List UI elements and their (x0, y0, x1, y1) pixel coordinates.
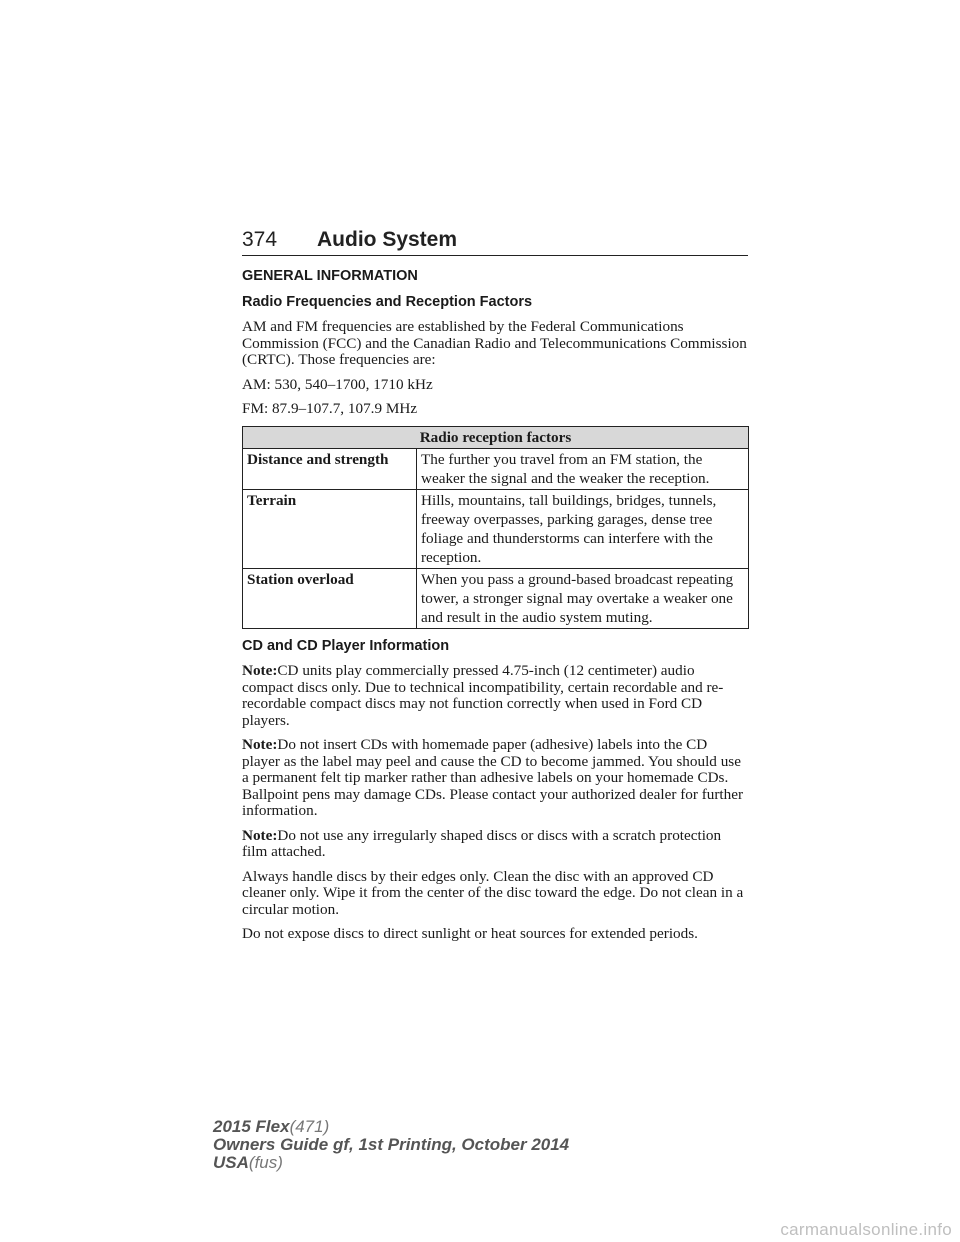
note-paragraph (242, 828, 748, 861)
note-text: Do not use any irregularly shaped discs or discs with a scratch protection film attached. (242, 826, 722, 860)
page-number: 374 (242, 228, 278, 251)
description-cell: Hills, mountains, tall buildings, bridges, tunnels, freeway overpasses, parking garages, dense tree foliage and thunderstorms can interfere with the reception. (417, 489, 749, 568)
footer-guide: Owners Guide gf, 1st Printing, October 2014 (213, 1135, 570, 1154)
document-footer (213, 1118, 569, 1172)
watermark-link[interactable]: carmanualsonline.info (780, 1220, 952, 1239)
note-label: Note: (242, 662, 278, 679)
general-info-heading: GENERAL INFORMATION (242, 268, 418, 284)
table-title: Radio reception factors (243, 426, 749, 448)
page-header (242, 228, 748, 256)
section-title: Audio System (317, 228, 458, 251)
note-label: Note: (242, 736, 278, 753)
table-row (243, 568, 749, 628)
cd-info-heading: CD and CD Player Information (242, 637, 450, 654)
footer-model: 2015 Flex (213, 1117, 290, 1136)
frequencies-intro: AM and FM frequencies are established by the Federal Communications Commission (FCC) and the Canadian Radio and Telecommunications Commission (CRTC). Those frequencies are: (242, 318, 747, 368)
factor-cell: Station overload (243, 568, 417, 628)
factor-cell: Terrain (243, 489, 417, 568)
footer-market-code: (fus) (248, 1153, 283, 1172)
am-frequencies: AM: 530, 540–1700, 1710 kHz (242, 375, 433, 393)
reception-factors-table (242, 426, 749, 629)
note-paragraph (242, 663, 748, 729)
footer-model-code: (471) (289, 1117, 330, 1136)
page-content (242, 268, 748, 951)
factor-cell: Distance and strength (243, 448, 417, 489)
description-cell: When you pass a ground-based broadcast repeating tower, a stronger signal may overtake a weaker one and result in the audio system muting. (417, 568, 749, 628)
fm-frequencies: FM: 87.9–107.7, 107.9 MHz (242, 400, 418, 417)
table-header-row (243, 426, 749, 448)
note-label: Note: (242, 826, 278, 844)
disc-exposure-paragraph: Do not expose discs to direct sunlight or heat sources for extended periods. (242, 925, 698, 942)
footer-market: USA (213, 1153, 249, 1172)
note-text: CD units play commercially pressed 4.75-inch (12 centimeter) audio compact discs only. Due to technical incompatibility, certain recordable and re-recordable compact discs may not function correctly when used in Ford CD players. (242, 662, 724, 729)
disc-handling-paragraph: Always handle discs by their edges only. Clean the disc with an approved CD cleaner only. Wipe it from the center of the disc toward the edge. Do not clean in a circular motion. (242, 867, 744, 918)
radio-frequencies-heading: Radio Frequencies and Reception Factors (242, 293, 533, 310)
table-row (243, 448, 749, 489)
note-paragraph (242, 737, 748, 820)
table-row (243, 489, 749, 568)
description-cell: The further you travel from an FM station, the weaker the signal and the weaker the reception. (417, 448, 749, 489)
note-text: Do not insert CDs with homemade paper (adhesive) labels into the CD player as the label may peel and cause the CD to become jammed. You should use a permanent felt tip marker rather than adhesive labels on your homemade CDs. Ballpoint pens may damage CDs. Please contact your authorized dealer for further information. (242, 736, 744, 819)
